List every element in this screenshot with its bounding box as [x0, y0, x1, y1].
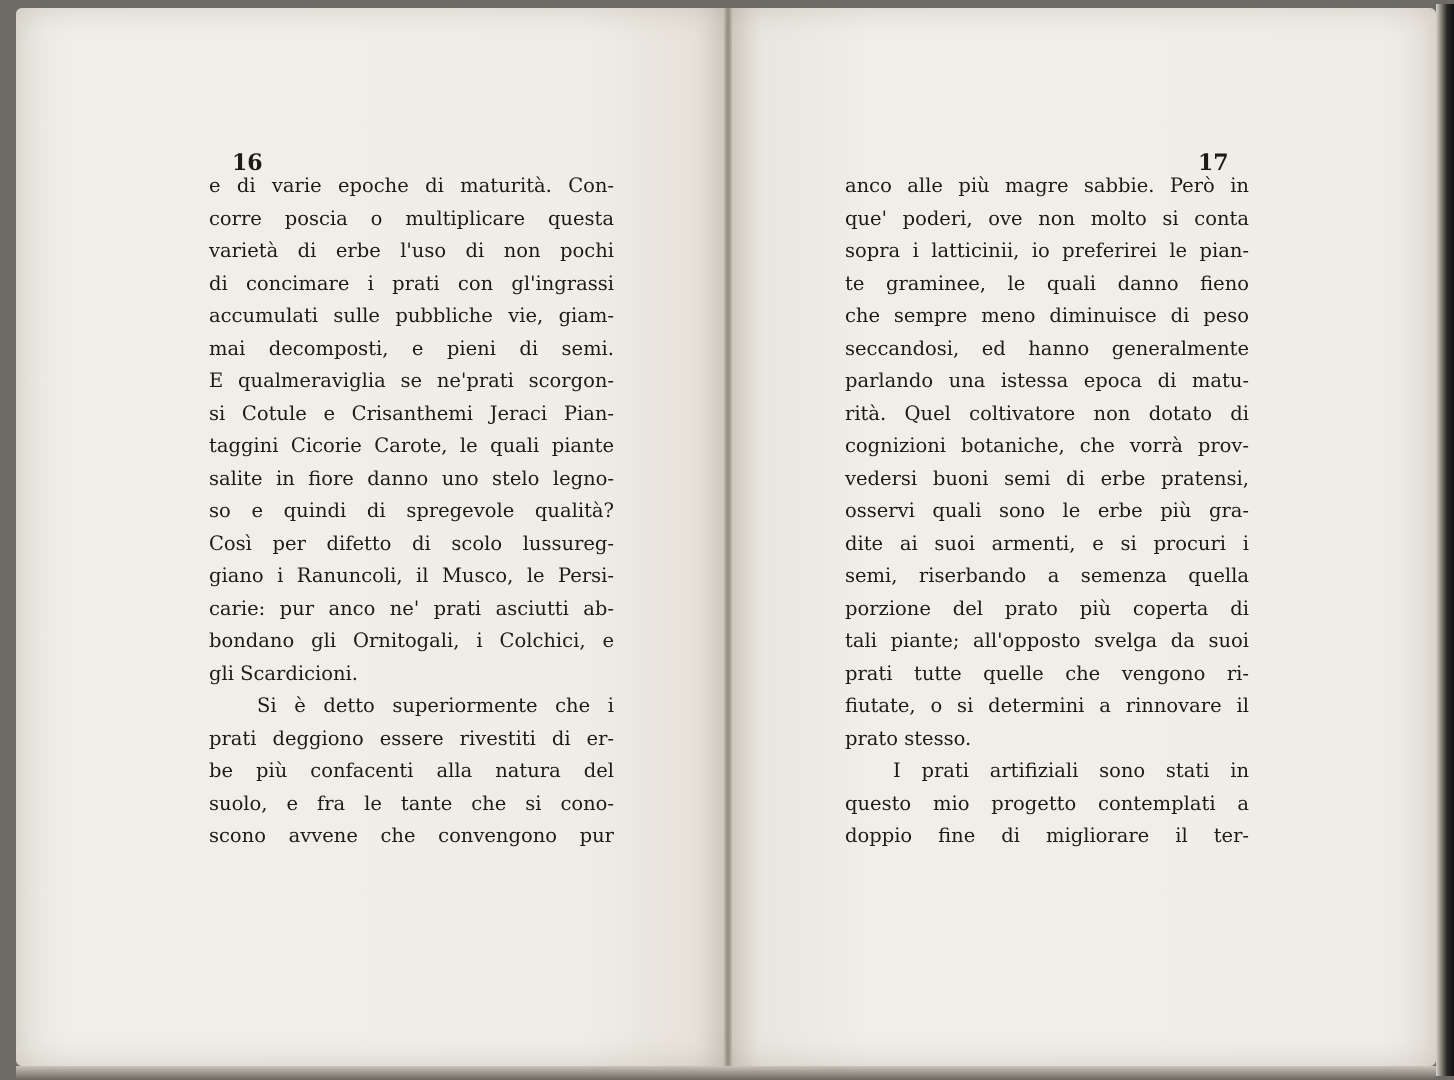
text-line: prati tutte quelle che vengono ri-: [845, 661, 1249, 685]
text-line: varietà di erbe l'uso di non pochi: [209, 239, 614, 262]
text-line: corre poscia o multiplicare questa: [209, 206, 614, 230]
text-line: dite ai suoi armenti, e si procuri i: [845, 531, 1249, 555]
text-line: accumulati sulle pubbliche vie, giam-: [209, 304, 614, 327]
text-line: carie: pur anco ne' prati asciutti ab-: [209, 596, 614, 620]
text-line: taggini Cicorie Carote, le quali piante: [209, 434, 614, 457]
text-line: e di varie epoche di maturità. Con-: [209, 174, 614, 197]
right-page-number: 17: [1198, 150, 1229, 176]
text-line: che sempre meno diminuisce di peso: [845, 304, 1249, 327]
text-line: si Cotule e Crisanthemi Jeraci Pian-: [209, 401, 614, 425]
book-gutter: [724, 8, 732, 1066]
text-line: rità. Quel coltivatore non dotato di: [845, 401, 1249, 425]
left-page-text: [209, 170, 614, 853]
right-page-text: [845, 170, 1249, 853]
text-line: di concimare i prati con gl'ingrassi: [209, 271, 614, 295]
text-line: mai decomposti, e pieni di semi.: [209, 336, 614, 360]
text-line: prato stesso.: [845, 726, 972, 750]
text-line: Si è detto superiormente che i: [257, 694, 614, 717]
text-line: parlando una istessa epoca di matu-: [845, 369, 1249, 392]
text-line: gli Scardicioni.: [209, 661, 358, 685]
text-line: cognizioni botaniche, che vorrà prov-: [845, 434, 1249, 457]
text-line: giano i Ranuncoli, il Musco, le Persi-: [209, 564, 614, 587]
text-line: bondano gli Ornitogali, i Colchici, e: [209, 629, 614, 652]
text-line: Così per difetto di scolo lussureg-: [209, 531, 614, 555]
text-line: osservi quali sono le erbe più gra-: [845, 499, 1249, 522]
text-line: E qualmeraviglia se ne'prati scorgon-: [209, 369, 614, 392]
text-line: scono avvene che convengono pur: [209, 824, 614, 847]
text-line: salite in fiore danno uno stelo legno-: [209, 466, 614, 490]
text-line: porzione del prato più coperta di: [845, 596, 1249, 620]
text-line: prati deggiono essere rivestiti di er-: [209, 726, 614, 750]
page-edge-bottom: [16, 1066, 1436, 1080]
text-line: seccandosi, ed hanno generalmente: [845, 336, 1249, 360]
page-edge-right: [1436, 4, 1454, 1076]
text-line: fiutate, o si determini a rinnovare il: [845, 694, 1249, 717]
left-page-number: 16: [232, 150, 263, 176]
text-line: doppio fine di migliorare il ter-: [845, 824, 1249, 847]
text-line: vedersi buoni semi di erbe pratensi,: [845, 466, 1249, 490]
text-line: semi, riserbando a semenza quella: [845, 564, 1249, 587]
text-line: que' poderi, ove non molto si conta: [845, 206, 1249, 230]
text-line: anco alle più magre sabbie. Però in: [845, 174, 1249, 197]
text-line: sopra i latticinii, io preferirei le pian-: [845, 239, 1249, 262]
text-line: te graminee, le quali danno fieno: [845, 271, 1249, 295]
text-line: I prati artifiziali sono stati in: [893, 759, 1249, 782]
text-line: suolo, e fra le tante che si cono-: [209, 791, 614, 815]
text-line: so e quindi di spregevole qualità?: [209, 499, 614, 522]
text-line: be più confacenti alla natura del: [209, 759, 614, 782]
text-line: questo mio progetto contemplati a: [845, 791, 1249, 815]
text-line: tali piante; all'opposto svelga da suoi: [845, 629, 1249, 652]
